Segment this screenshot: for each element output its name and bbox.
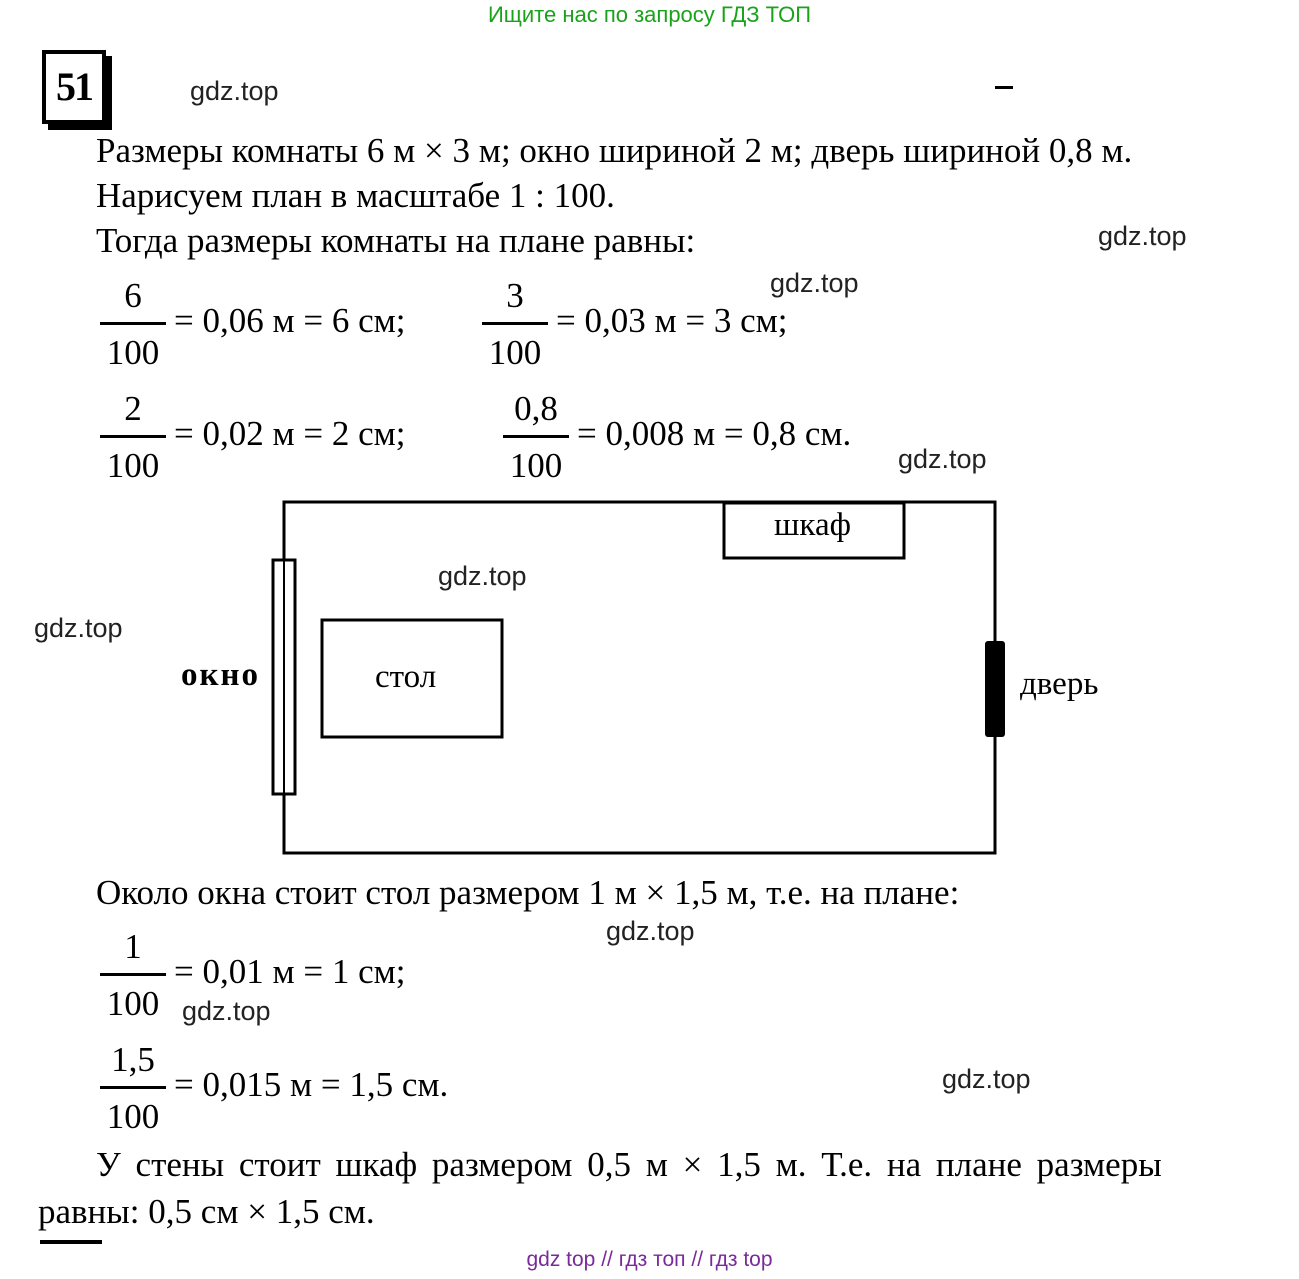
text-line-4: Около окна стоит стол размером 1 м × 1,5 м, т.е. на плане:: [96, 873, 960, 912]
end-rule: [40, 1240, 102, 1244]
footer-watermark: gdz top // гдз топ // гдз top: [526, 1248, 773, 1271]
denominator: 100: [106, 446, 160, 485]
numerator: 1,5: [111, 1040, 155, 1079]
equation-result: = 0,008 м = 0,8 см.: [577, 414, 852, 453]
door-rect: [985, 641, 1005, 737]
table-label: стол: [375, 659, 437, 695]
fraction-15-100: [100, 1040, 166, 1137]
watermark: gdz.top: [898, 444, 987, 474]
watermark: gdz.top: [606, 916, 695, 946]
equation-result: = 0,03 м = 3 см;: [556, 301, 788, 340]
numerator: 3: [506, 276, 524, 315]
header-banner: Ищите нас по запросу ГДЗ ТОП: [487, 2, 812, 27]
watermark: gdz.top: [34, 613, 123, 643]
text-line-1: Размеры комнаты 6 м × 3 м; окно шириной 2 м; дверь шириной 0,8 м.: [96, 131, 1133, 170]
equation-result: = 0,02 м = 2 см;: [174, 414, 406, 453]
watermark: gdz.top: [182, 996, 271, 1026]
fraction-bar: [100, 973, 166, 976]
numerator: 1: [124, 927, 142, 966]
door-label: дверь: [1020, 666, 1099, 702]
numerator: 6: [124, 276, 142, 315]
text-line-5: У стены стоит шкаф размером 0,5 м × 1,5 м. Т.е. на плане размеры: [96, 1145, 1162, 1184]
numerator: 2: [124, 389, 142, 428]
denominator: 100: [106, 333, 160, 372]
watermark: gdz.top: [190, 76, 279, 106]
text-line-6: равны: 0,5 см × 1,5 см.: [38, 1192, 375, 1231]
equation-result: = 0,015 м = 1,5 см.: [174, 1065, 449, 1104]
denominator: 100: [106, 984, 160, 1023]
text-line-2: Нарисуем план в масштабе 1 : 100.: [96, 176, 615, 215]
equation-result: = 0,01 м = 1 см;: [174, 952, 406, 991]
denominator: 100: [106, 1097, 160, 1136]
watermark: gdz.top: [942, 1064, 1031, 1094]
text-line-3: Тогда размеры комнаты на плане равны:: [96, 221, 696, 260]
watermark: gdz.top: [438, 561, 527, 591]
fraction-bar: [100, 1086, 166, 1089]
numerator: 0,8: [514, 389, 558, 428]
denominator: 100: [509, 446, 563, 485]
watermark: gdz.top: [770, 268, 859, 298]
problem-number: 51: [42, 50, 106, 124]
window-label: окно: [181, 657, 261, 693]
denominator: 100: [488, 333, 542, 372]
watermark: gdz.top: [1098, 221, 1187, 251]
fraction-1-100: [100, 927, 166, 1024]
wardrobe-label: шкаф: [774, 507, 851, 543]
equation-result: = 0,06 м = 6 см;: [174, 301, 406, 340]
